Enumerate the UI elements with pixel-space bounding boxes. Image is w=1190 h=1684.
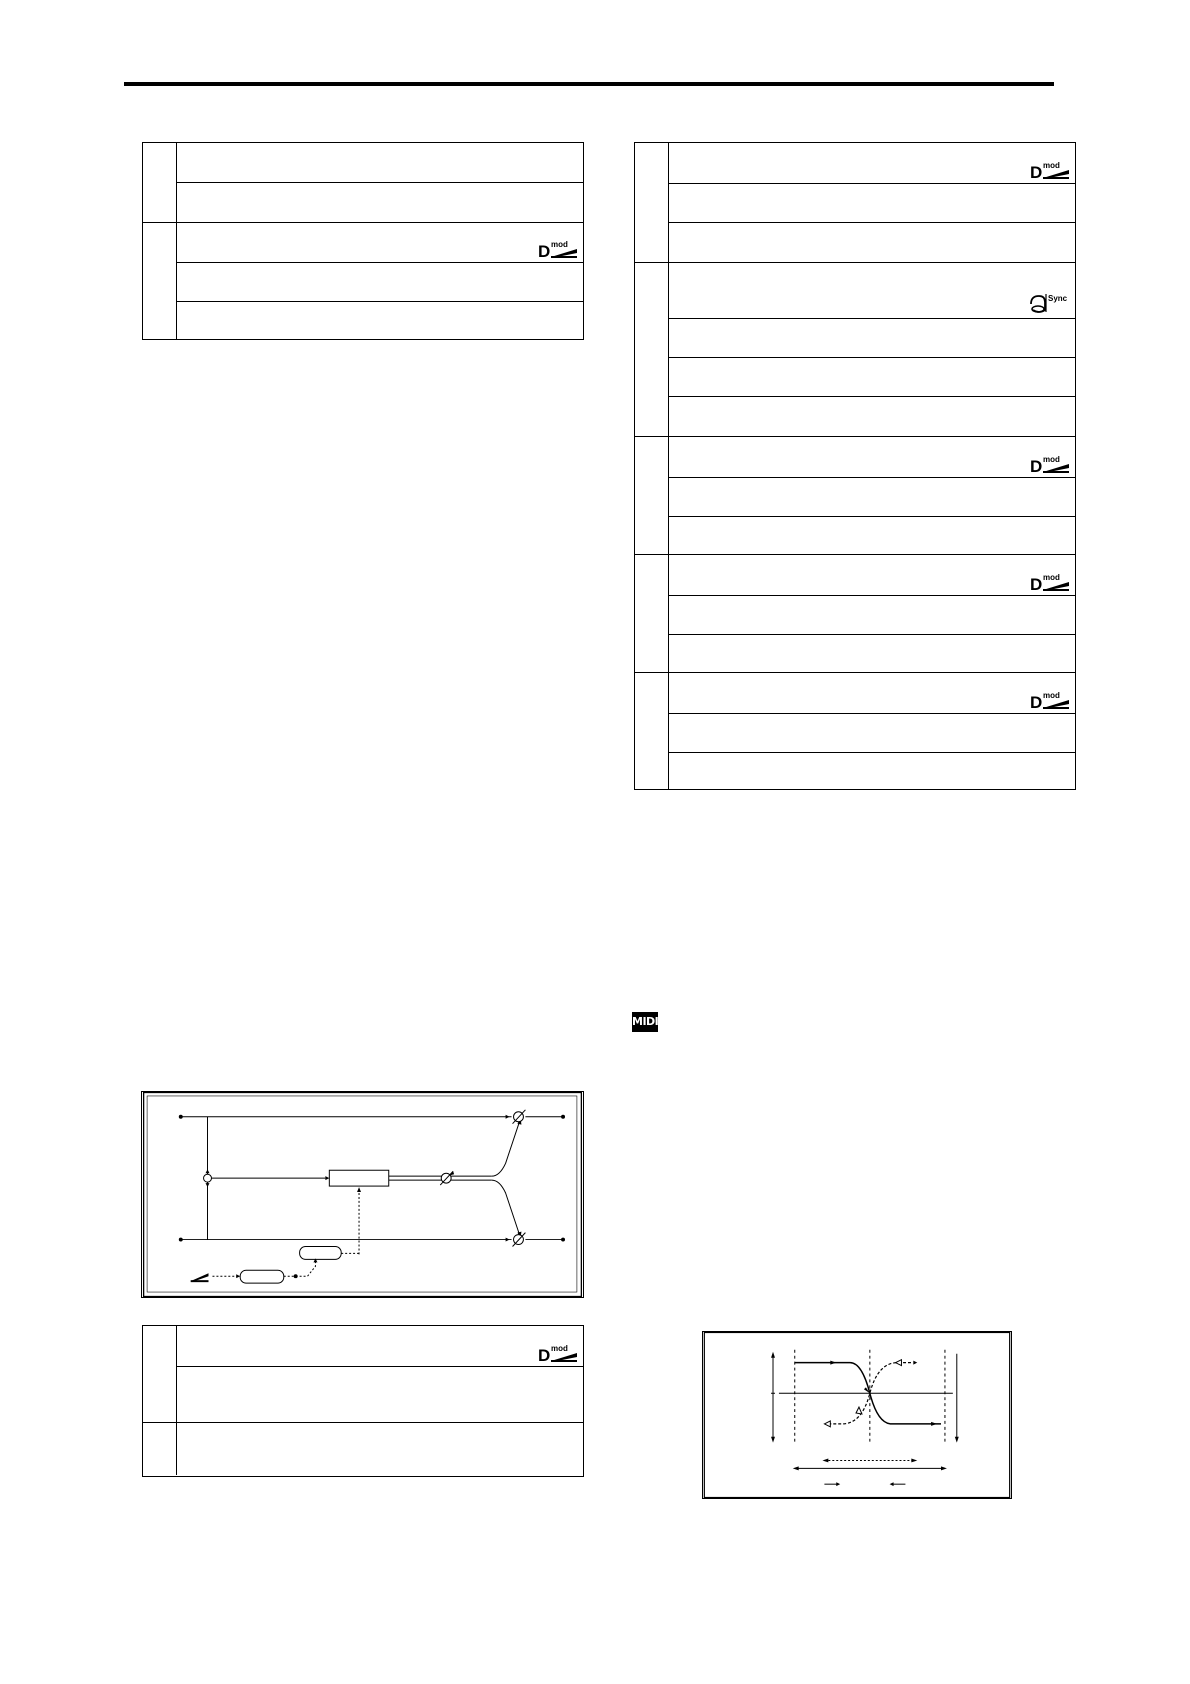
parameter-row	[669, 183, 1075, 222]
svg-text:D: D	[538, 1346, 551, 1363]
lfo-block	[300, 1246, 342, 1259]
group-id-cell	[635, 263, 669, 436]
svg-text:Sync: Sync	[1048, 294, 1067, 303]
group-id-cell	[143, 223, 177, 339]
output-node	[562, 1238, 565, 1241]
parameter-group	[143, 1422, 583, 1475]
dmod-icon	[1029, 454, 1071, 474]
parameter-group	[635, 554, 1075, 672]
effect-block	[329, 1170, 388, 1186]
parameter-row	[177, 301, 583, 338]
svg-text:D: D	[1030, 163, 1043, 180]
svg-text:D: D	[538, 242, 551, 259]
svg-text:mod: mod	[1043, 691, 1060, 700]
svg-text:mod: mod	[1043, 455, 1060, 464]
midi-icon: MIDI	[632, 1012, 658, 1032]
parameter-row	[669, 263, 1075, 318]
dmod-icon	[1029, 690, 1071, 710]
svg-text:mod: mod	[551, 1344, 568, 1353]
parameter-row	[669, 357, 1075, 396]
header-rule	[124, 82, 1054, 86]
parameter-group	[143, 222, 583, 339]
dmod-icon	[537, 239, 579, 259]
parameter-row	[669, 222, 1075, 260]
parameter-row	[669, 555, 1075, 595]
svg-text:D: D	[1030, 575, 1043, 592]
svg-text:D: D	[1030, 457, 1043, 474]
parameter-row	[669, 143, 1075, 183]
parameter-table-left-top	[142, 142, 584, 340]
parameter-row	[669, 673, 1075, 713]
parameter-group	[143, 1326, 583, 1422]
parameter-row	[669, 437, 1075, 477]
dmod-icon	[537, 1343, 579, 1363]
dmod-icon	[1029, 160, 1071, 180]
svg-text:D: D	[1030, 693, 1043, 710]
dmod-icon	[1029, 572, 1071, 592]
group-id-cell	[635, 555, 669, 672]
parameter-table-left-bottom	[142, 1325, 584, 1477]
group-id-cell	[635, 673, 669, 789]
parameter-group	[635, 436, 1075, 554]
signal-flow-diagram	[141, 1091, 584, 1298]
parameter-table-right	[634, 142, 1076, 790]
group-id-cell	[143, 1326, 177, 1422]
parameter-row	[177, 1423, 583, 1475]
svg-text:mod: mod	[551, 240, 568, 249]
input-node	[179, 1238, 182, 1241]
crossfade-diagram	[702, 1331, 1012, 1499]
pedal-icon	[191, 1273, 209, 1282]
parameter-group	[635, 262, 1075, 436]
parameter-row	[177, 1326, 583, 1366]
mix-node	[204, 1174, 212, 1182]
group-id-cell	[635, 437, 669, 554]
group-id-cell	[143, 1423, 177, 1475]
parameter-row	[669, 516, 1075, 553]
parameter-row	[177, 143, 583, 182]
parameter-row	[669, 396, 1075, 435]
tempo-sync-icon	[1027, 292, 1067, 314]
parameter-row	[177, 262, 583, 301]
parameter-row	[669, 752, 1075, 788]
svg-text:mod: mod	[1043, 161, 1060, 170]
parameter-row	[669, 713, 1075, 752]
parameter-group	[635, 672, 1075, 789]
output-node	[562, 1115, 565, 1118]
parameter-row	[669, 595, 1075, 634]
parameter-row	[669, 477, 1075, 516]
group-id-cell	[143, 143, 177, 222]
parameter-row	[669, 318, 1075, 357]
parameter-row	[177, 1366, 583, 1420]
parameter-row	[669, 634, 1075, 671]
input-node	[179, 1115, 182, 1118]
control-block	[240, 1270, 284, 1283]
group-id-cell	[635, 143, 669, 262]
parameter-row	[177, 223, 583, 262]
parameter-group	[635, 143, 1075, 262]
svg-text:mod: mod	[1043, 573, 1060, 582]
parameter-row	[177, 182, 583, 221]
parameter-group	[143, 143, 583, 222]
